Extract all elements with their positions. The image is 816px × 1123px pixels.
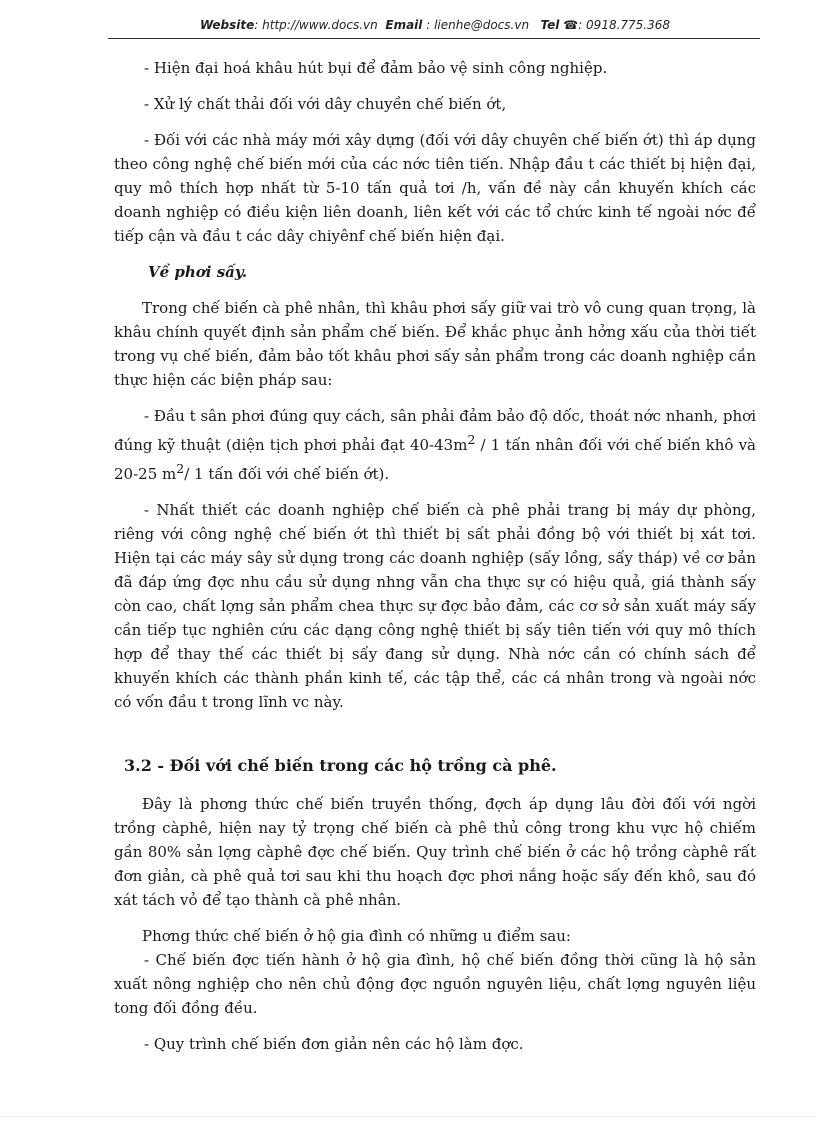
paragraph-drying-yard — [114, 404, 756, 486]
email-address[interactable]: : lienhe@docs.vn — [422, 18, 530, 32]
paragraph-new-factories: - Đối với các nhà máy mới xây dựng (đối với dây chuyên chế biến ớt) thì áp dụng theo công nghệ chế biến mới của các nớc tiên tiến. Nhập đầu t các thiết bị hiện đại, quy mô thích hợp nhất từ 5-10 tấn quả tơi /h, vấn đề này cần khuyến khích các doanh nghiệp có điều kiện liên doanh, liên kết với các tổ chức kinh tế ngoài nớc để tiếp cận và đầu t các dây chiyênf chế biến hiện đại. — [114, 131, 756, 245]
superscript-2: 2 — [176, 461, 185, 476]
heading-drying: Về phơi sấy. — [148, 263, 248, 281]
paragraph-waste-treatment: - Xử lý chất thải đối với dây chuyền chế biến ớt, — [144, 95, 507, 113]
paragraph-drying-intro: Trong chế biến cà phê nhân, thì khâu phơi sấy giữ vai trò vô cung quan trọng, là khâu chính quyết định sản phẩm chế biến. Để khắc phục ảnh hởng xấu của thời tiết trong vụ chế biến, đảm bảo tốt khâu phơi sấy sản phẩm trong các doanh nghiệp cần thực hiện các biện pháp sau: — [114, 299, 756, 389]
superscript-1: 2 — [467, 432, 476, 447]
section-heading-3-2: 3.2 - Đối với chế biến trong các hộ trồng cà phê. — [124, 756, 557, 775]
document-body — [114, 56, 756, 1068]
paragraph-advantage-household: - Chế biến đợc tiến hành ở hộ gia đình, hộ chế biến đồng thời cũng là hộ sản xuất nông nghiệp cho nên chủ động đợc nguồn nguyên liệu, chất lợng nguyên liệu tong đối đồng đều. — [114, 951, 756, 1017]
footer-divider — [0, 1116, 816, 1117]
header-divider — [108, 38, 760, 39]
page-header — [110, 18, 760, 32]
website-url[interactable]: : http://www.docs.vn — [254, 18, 378, 32]
paragraph-backup-dryers: - Nhất thiết các doanh nghiệp chế biến cà phê phải trang bị máy dự phòng, riêng với công nghệ chế biến ớt thì thiết bị sất phải đồng bộ với thiết bị xát tơi. Hiện tại các máy sây sử dụng trong các doanh nghiệp (sấy lồng, sấy tháp) về cơ bản đã đáp ứng đợc nhu cầu sử dụng nhng vẫn cha thực sự có hiệu quả, giá thành sấy còn cao, chất lợng sản phẩm chea thực sự đợc bảo đảm, các cơ sở sản xuất máy sấy cần tiếp tục nghiên cứu các dạng công nghệ thiết bị sấy tiên tiến với quy mô thích hợp để thay thế các thiết bị sấy đang sử dụng. Nhà nớc cần có chính sách để khuyến khích các thành phần kinh tế, các tập thể, các cá nhân trong và ngoài nớc có vốn đầu t trong lĩnh vc này. — [114, 501, 756, 711]
paragraph-advantages-intro: Phơng thức chế biến ở hộ gia đình có những u điểm sau: — [142, 927, 571, 945]
email-label: Email — [385, 18, 423, 32]
paragraph-advantage-simple: - Quy trình chế biến đơn giản nên các hộ làm đợc. — [144, 1035, 524, 1053]
drying-yard-text-2: / 1 tấn nhân đối với chế biến khô và 20-25 m — [114, 436, 756, 483]
paragraph-traditional-method: Đây là phơng thức chế biến truyền thống, đợch áp dụng lâu đời đối với ngời trồng càphê, hiện nay tỷ trọng chế biến cà phê thủ công trong khu vực hộ chiếm gần 80% sản lợng càphê đợc chế biến. Quy trình chế biến ở các hộ trồng càphê rất đơn giản, cà phê quả tơi sau khi thu hoạch đợc phơi nắng hoặc sấy đến khô, sau đó xát tách vỏ để tạo thành cà phê nhân. — [114, 795, 756, 909]
website-label: Website — [199, 18, 255, 32]
tel-number: : 0918.775.368 — [578, 18, 671, 32]
drying-yard-text-1: - Đầu t sân phơi đúng quy cách, sân phải đảm bảo độ dốc, thoát nớc nhanh, phơi đúng kỹ thuật (diện tịch phơi phải đạt 40-43m — [114, 407, 756, 454]
phone-icon: ☎ — [563, 18, 579, 32]
tel-label: Tel — [540, 18, 560, 32]
paragraph-dust-extraction: - Hiện đại hoá khâu hút bụi để đảm bảo vệ sinh công nghiệp. — [144, 59, 608, 77]
drying-yard-text-3: / 1 tấn đối với chế biến ớt). — [184, 465, 390, 483]
